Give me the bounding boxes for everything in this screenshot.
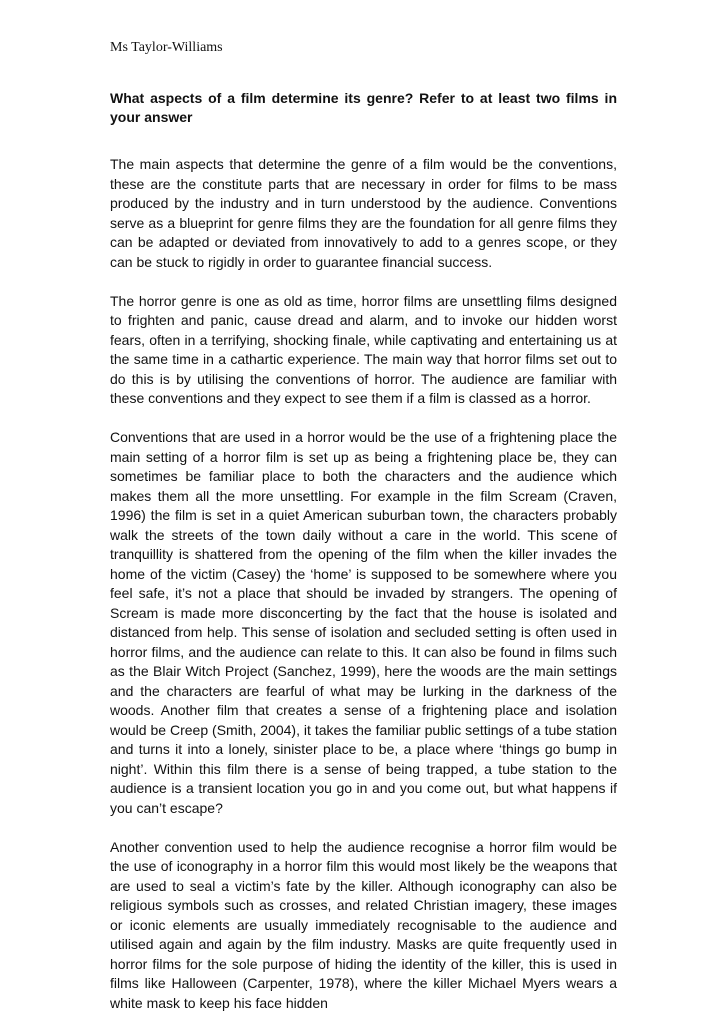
paragraph-horror-genre: The horror genre is one as old as time, horror films are unsettling films designed to frighten and panic, cause dread and alarm, and to invoke our hidden worst fears, often in a terrifying, shocking finale, while captivating and entertaining us at the same time in a cathartic experience. The main way that horror films set out to do this is by utilising the conventions of horror. The audience are familiar with these conventions and they expect to see them if a film is classed as a horror. (110, 292, 617, 406)
essay-body (110, 155, 617, 1013)
author-header: Ms Taylor-Williams (110, 40, 223, 55)
paragraph-introduction: The main aspects that determine the genre of a film would be the conventions, these are the constitute parts that are necessary in order for films to be mass produced by the industry and in turn understood by the audience. Conventions serve as a blueprint for genre films they are the foundation for all genre films they can be adapted or deviated from innovatively to add to a genres scope, or they can be stuck to rigidly in order to guarantee financial success. (110, 156, 617, 270)
essay-question-title: What aspects of a film determine its genre? Refer to at least two films in your answer (110, 90, 617, 125)
paragraph-iconography: Another convention used to help the audience recognise a horror film would be the use of iconography in a horror film this would most likely be the weapons that are used to seal a victim’s fate by the killer. Although iconography can also be religious symbols such as crosses, and related Christian imagery, these images or iconic elements are usually immediately recognisable to the audience and utilised again and again by the film industry. Masks are quite frequently used in horror films for the sole purpose of hiding the identity of the killer, this is used in films like Halloween (Carpenter, 1978), where the killer Michael Myers wears a white mask to keep his face hidden (110, 838, 617, 1011)
paragraph-frightening-place: Conventions that are used in a horror would be the use of a frightening place the main setting of a horror film is set up as being a frightening place be, they can sometimes be familiar place to both the characters and the audience which makes them all the more unsettling. For example in the film Scream (Craven, 1996) the film is set in a quiet American suburban town, the characters probably walk the streets of the town daily without a care in the world. This scene of tranquillity is shattered from the opening of the film when the killer invades the home of the victim (Casey) the ‘home’ is supposed to be somewhere where you feel safe, it’s not a place that should be invaded by strangers. The opening of Scream is made more disconcerting by the fact that the house is isolated and distanced from help. This sense of isolation and secluded setting is often used in horror films, and the audience can relate to this. It can also be found in films such as the Blair Witch Project (Sanchez, 1999), here the woods are the main settings and the characters are fearful of what may be lurking in the darkness of the woods. Another film that creates a sense of a frightening place and isolation would be Creep (Smith, 2004), it takes the familiar public settings of a tube station and turns it into a lonely, sinister place to be, a place where ‘things go bump in night’. Within this film there is a sense of being trapped, a tube station to the audience is a transient location you go in and you come out, but what happens if you can’t escape? (110, 429, 617, 816)
